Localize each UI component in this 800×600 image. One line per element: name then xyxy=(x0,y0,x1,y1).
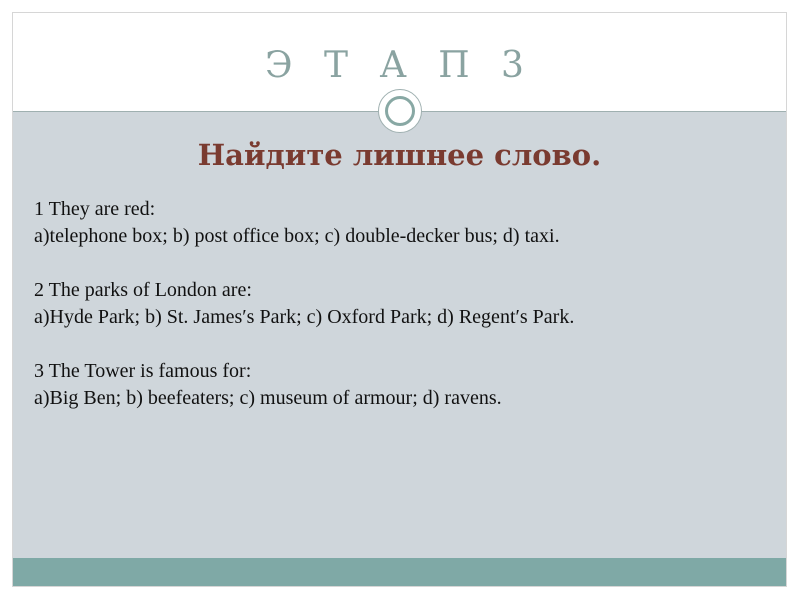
divider-ring-icon xyxy=(385,96,415,126)
question-options: a)telephone box; b) post office box; c) double-decker bus; d) taxi. xyxy=(34,225,560,247)
question-prompt: 1 They are red: xyxy=(34,198,156,220)
subheading: Найдите лишнее слово. xyxy=(197,138,602,172)
bottom-band xyxy=(13,558,786,586)
question-3 xyxy=(34,358,774,412)
question-1 xyxy=(34,196,774,250)
question-options: a)Hyde Park; b) St. James′s Park; c) Oxford Park; d) Regent′s Park. xyxy=(34,306,575,328)
question-prompt: 2 The parks of London are: xyxy=(34,279,252,301)
questions-list xyxy=(34,196,774,439)
question-prompt: 3 The Tower is famous for: xyxy=(34,360,252,382)
question-2 xyxy=(34,277,774,331)
question-options: a)Big Ben; b) beefeaters; c) museum of armour; d) ravens. xyxy=(34,387,502,409)
slide-title: Э Т А П 3 xyxy=(265,45,534,86)
